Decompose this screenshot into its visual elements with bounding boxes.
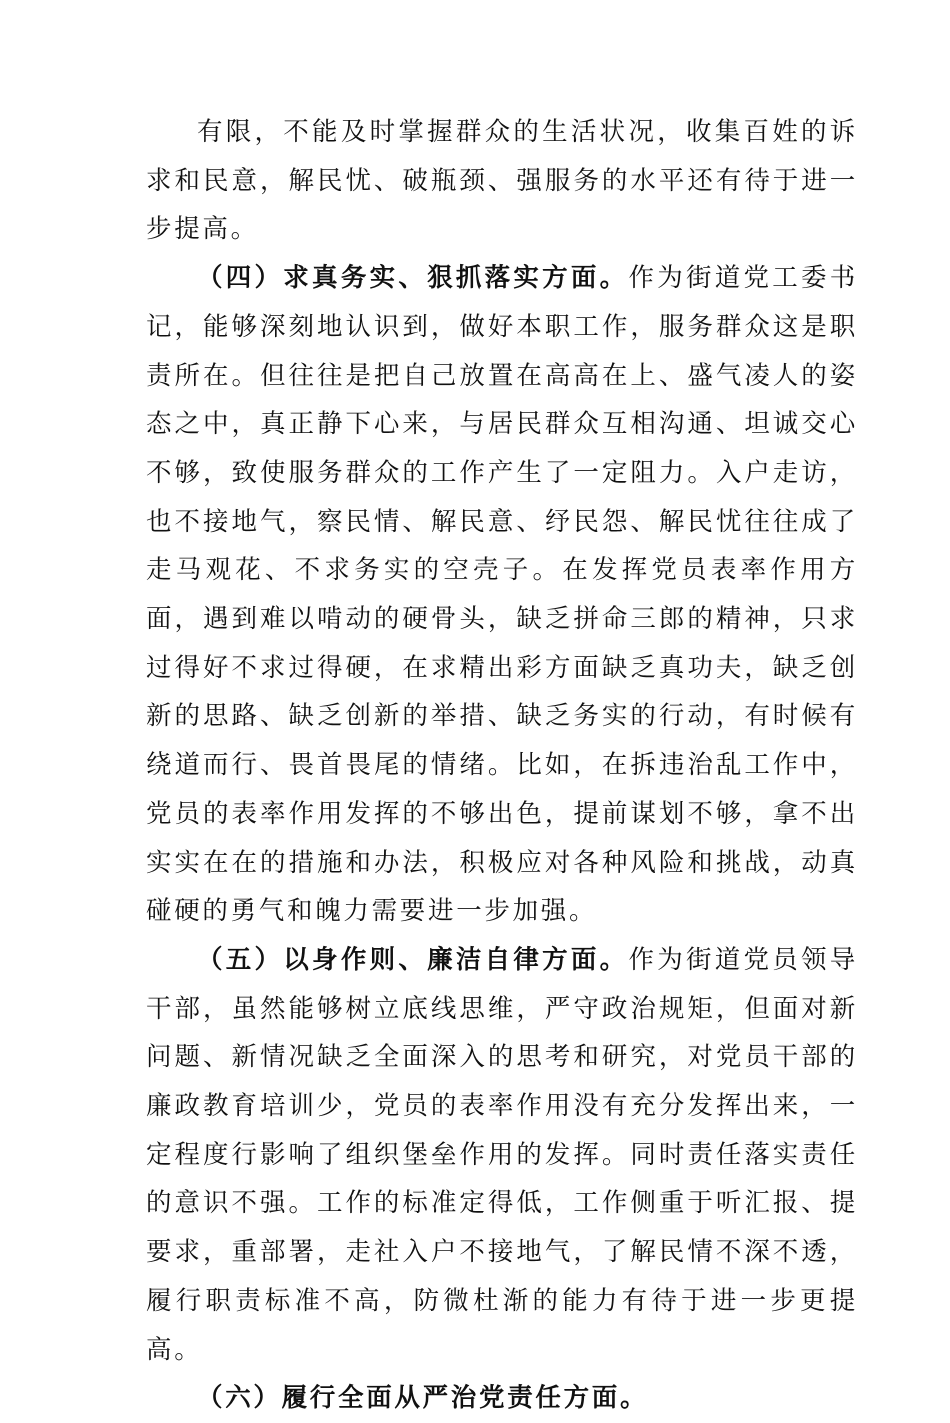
section-4-text: 作为街道党工委书记，能够深刻地认识到，做好本职工作，服务群众这是职责所在。但往往是把自己放置在高高在上、盛气凌人的姿态之中，真正静下心来，与居民群众互相沟通、坦诚交心不够，致使服务群众的工作产生了一定阻力。入户走访，也不接地气，察民情、解民意、纾民怨、解民忧往往成了走马观花、不求务实的空壳子。在发挥党员表率作用方面，遇到难以啃动的硬骨头，缺乏拼命三郎的精神，只求过得好不求过得硬，在求精出彩方面缺乏真功夫，缺乏创新的思路、缺乏创新的举措、缺乏务实的行动，有时候有绕道而行、畏首畏尾的情绪。比如，在拆违治乱工作中，党员的表率作用发挥的不够出色，提前谋划不够，拿不出实实在在的措施和办法，积极应对各种风险和挑战，动真碰硬的勇气和魄力需要进一步加强。: [146, 263, 858, 927]
paragraph-continuation: [146, 108, 858, 254]
section-5-text: 作为街道党员领导干部，虽然能够树立底线思维，严守政治规矩，但面对新问题、新情况缺乏全面深入的思考和研究，对党员干部的廉政教育培训少，党员的表率作用没有充分发挥出来，一定程度行影响了组织堡垒作用的发挥。同时责任落实责任的意识不强。工作的标准定得低，工作侧重于听汇报、提要求，重部署，走社入户不接地气，了解民情不深不透，履行职责标准不高，防微杜渐的能力有待于进一步更提高。: [146, 944, 858, 1365]
section-5-heading: （五）以身作则、廉洁自律方面。: [197, 944, 629, 975]
paragraph-section-6: [146, 1374, 858, 1423]
section-6-heading: （六）履行全面从严治党责任方面。: [197, 1383, 649, 1414]
paragraph-section-5: [146, 936, 858, 1374]
paragraph-section-4: [146, 254, 858, 936]
section-4-heading: （四）求真务实、狠抓落实方面。: [197, 263, 629, 294]
document-body: [146, 108, 858, 1423]
paragraph-text: 有限，不能及时掌握群众的生活状况，收集百姓的诉求和民意，解民忧、破瓶颈、强服务的水平还有待于进一步提高。: [146, 117, 858, 245]
